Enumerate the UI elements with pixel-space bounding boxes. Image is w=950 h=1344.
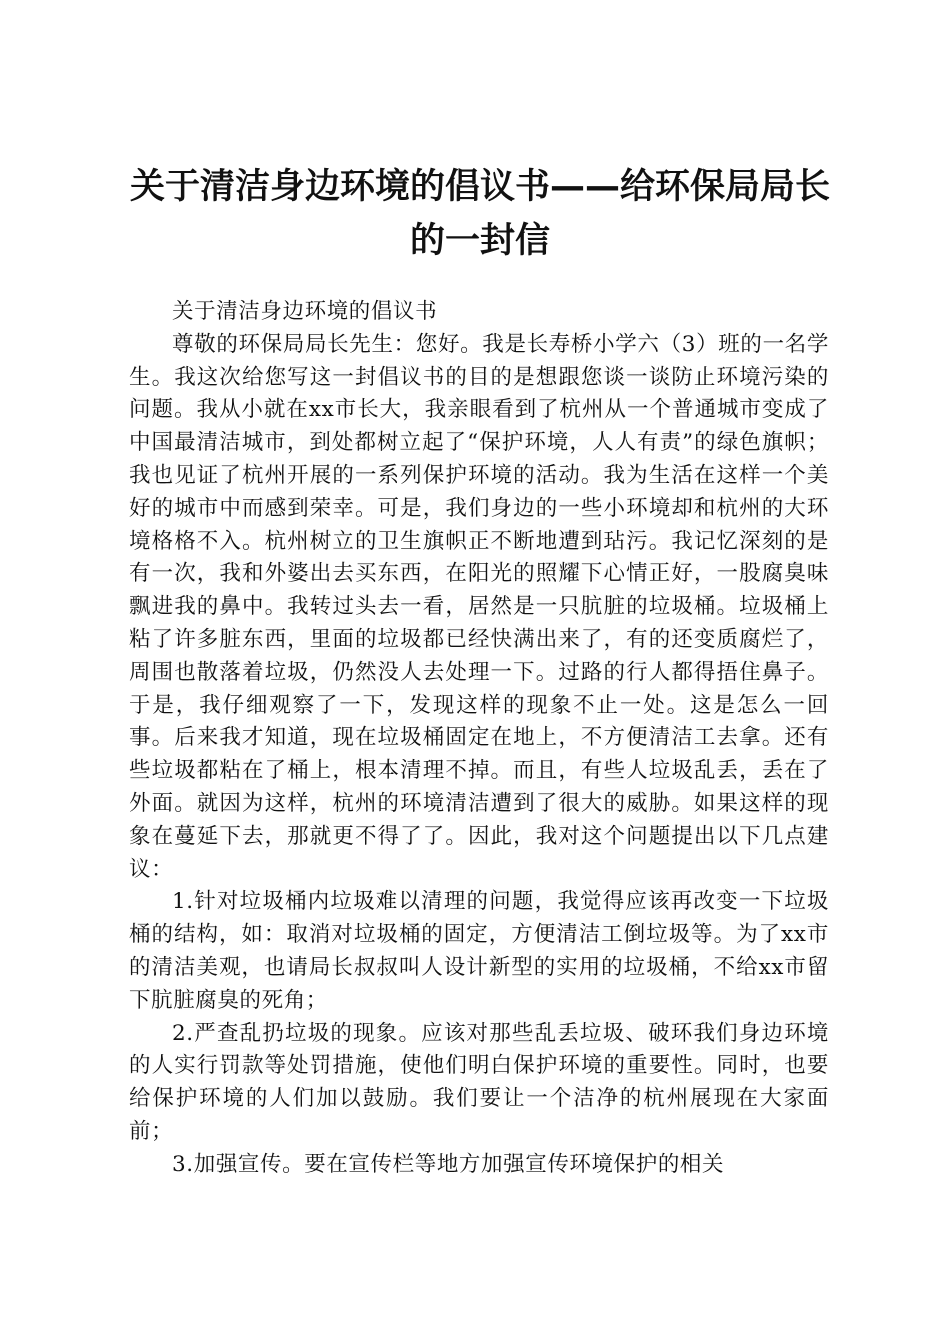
title-line-2: 的一封信 — [409, 221, 550, 261]
letter-paragraph-main: 尊敬的环保局局长先生：您好。我是长寿桥小学六（3）班的一名学生。我这次给您写这一封倡议书的目的是想跟您谈一谈防止环境污染的问题。我从小就在xx市长大，我亲眼看到了杭州从一个普通城市变成了中国最清洁城市，到处都树立起了“保护环境，人人有责”的绿色旗帜；我也见证了杭州开展的一系列保护环境的活动。我为生活在这样一个美好的城市中而感到荣幸。可是，我们身边的一些小环境却和杭州的大环境格格不入。杭州树立的卫生旗帜正不断地遭到玷污。我记忆深刻的是有一次，我和外婆出去买东西，在阳光的照耀下心情正好，一股腐臭味飘进我的鼻中。我转过头去一看，居然是一只肮脏的垃圾桶。垃圾桶上粘了许多脏东西，里面的垃圾都已经快满出来了，有的还变质腐烂了，周围也散落着垃圾，仍然没人去处理一下。过路的行人都得捂住鼻子。于是，我仔细观察了一下，发现这样的现象不止一处。这是怎么一回事。后来我才知道，现在垃圾桶固定在地上，不方便清洁工去拿。还有些垃圾都粘在了桶上，根本清理不掉。而且，有些人垃圾乱丢，丢在了外面。就因为这样，杭州的环境清洁遭到了很大的威胁。如果这样的现象在蔓延下去，那就更不得了了。因此，我对这个问题提出以下几点建议： — [129, 331, 829, 882]
document-title — [100, 160, 860, 268]
document-body — [129, 296, 829, 1182]
title-line-1: 关于清洁身边环境的倡议书——给环保局局长 — [129, 167, 830, 207]
suggestion-paragraph-3: 3.加强宣传。要在宣传栏等地方加强宣传环境保护的相关 — [172, 1151, 725, 1177]
suggestion-paragraph-1: 1.针对垃圾桶内垃圾难以清理的问题，我觉得应该再改变一下垃圾桶的结构，如：取消对垃圾桶的固定，方便清洁工倒垃圾等。为了xx市的清洁美观，也请局长叔叔叫人设计新型的实用的垃圾桶，不给xx市留下肮脏腐臭的死角； — [129, 889, 829, 1013]
suggestion-paragraph-2: 2.严查乱扔垃圾的现象。应该对那些乱丢垃圾、破环我们身边环境的人实行罚款等处罚措施，使他们明白保护环境的重要性。同时，也要给保护环境的人们加以鼓励。我们要让一个洁净的杭州展现在大家面前； — [129, 1020, 829, 1144]
subtitle-paragraph: 关于清洁身边环境的倡议书 — [172, 299, 438, 324]
